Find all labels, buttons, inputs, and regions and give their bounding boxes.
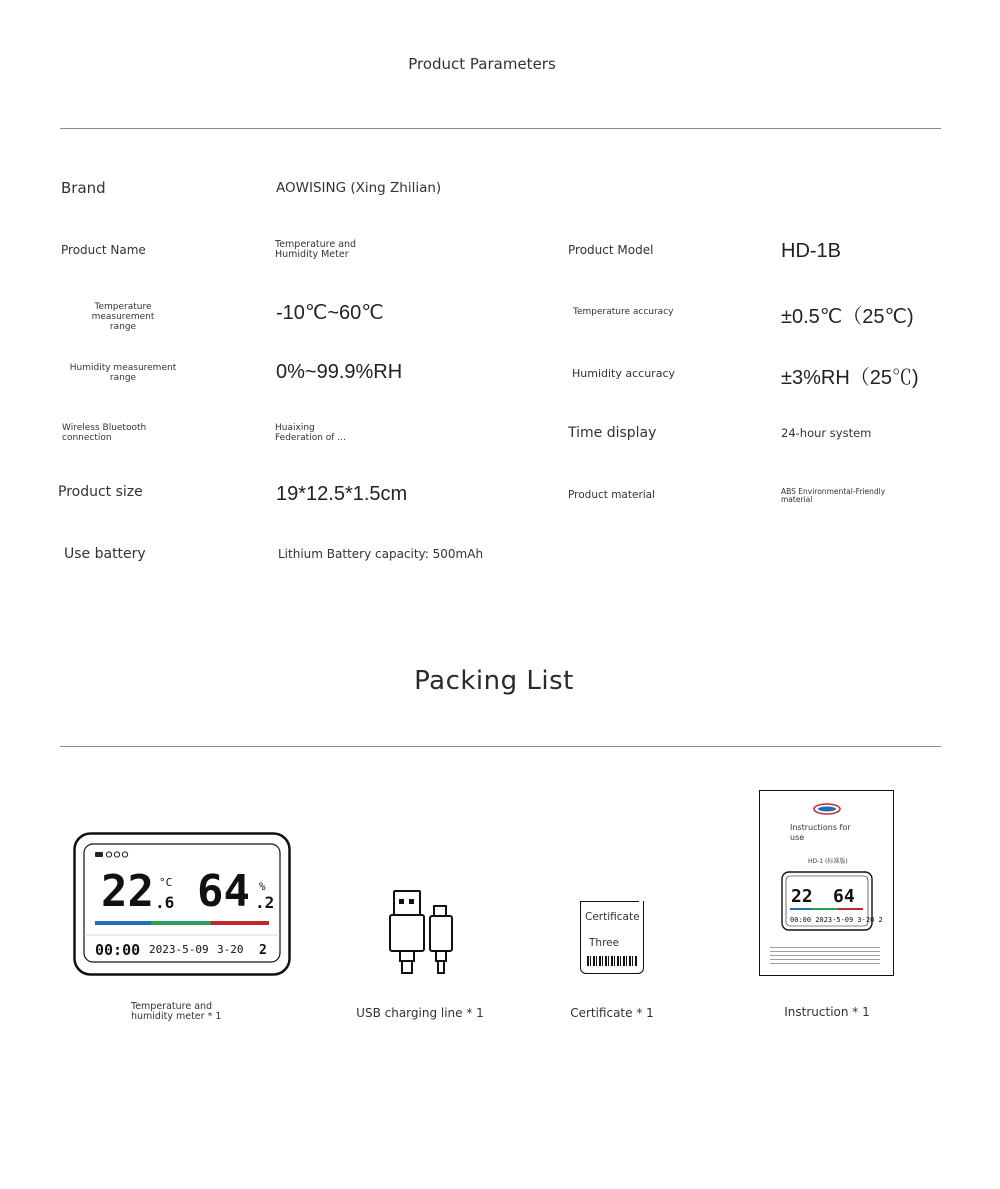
bluetooth-label-line-2: connection	[62, 433, 112, 443]
caption-meter-line-1: Temperature and	[131, 1001, 213, 1012]
display-temperature: 22	[101, 866, 154, 917]
bluetooth-label-line-1: Wireless Bluetooth	[62, 423, 147, 433]
temp-range-value: -10℃~60℃	[276, 302, 384, 324]
humidity-range-label	[62, 363, 184, 383]
product-name-value-line-1: Temperature and	[275, 239, 357, 250]
battery-label: Use battery	[64, 546, 146, 562]
bluetooth-label	[62, 423, 146, 443]
caption-certificate: Certificate * 1	[570, 1006, 654, 1020]
section-title-packing-list: Packing List	[414, 666, 574, 696]
product-name-value-line-2: Humidity Meter	[275, 249, 349, 260]
caption-instruction: Instruction * 1	[784, 1005, 870, 1019]
temp-accuracy-value: ±0.5℃（25℃)	[781, 306, 914, 328]
certificate-barcode	[587, 956, 637, 966]
bluetooth-value-line-2: Federation of ...	[275, 433, 346, 443]
humidity-range-value: 0%~99.9%RH	[276, 361, 403, 383]
booklet-title-line-1: Instructions for	[790, 823, 851, 832]
booklet-title	[790, 823, 851, 843]
comfort-bar-green	[151, 921, 211, 925]
product-material-value-line-1: ABS Environmental-Friendly	[781, 487, 886, 496]
instruction-booklet	[759, 790, 894, 976]
temp-range-label-line-2: range	[109, 322, 137, 332]
temp-accuracy-label: Temperature accuracy	[573, 307, 674, 317]
display-temp-decimal: .6	[155, 893, 175, 912]
display-week: 2	[259, 943, 267, 958]
booklet-model: HD-1 (标准版)	[808, 858, 848, 865]
svg-text:00:00 2023-5-09 3-20 2: 00:00 2023-5-09 3-20 2	[790, 916, 883, 924]
display-lunar: 3-20	[217, 943, 244, 956]
bluetooth-value-line-1: Huaixing	[275, 423, 315, 433]
certificate-card-line-2: Three	[589, 937, 620, 949]
booklet-text-lines	[770, 947, 880, 967]
booklet-title-line-2: use	[790, 833, 805, 842]
time-display-value: 24-hour system	[781, 426, 872, 440]
humidity-range-label-line-2: range	[109, 373, 137, 383]
product-model-label: Product Model	[568, 243, 654, 257]
display-hum-decimal: .2	[255, 893, 275, 912]
caption-usb-cable: USB charging line * 1	[356, 1006, 484, 1020]
product-material-label: Product material	[568, 489, 656, 501]
product-material-value-line-2: material	[781, 495, 813, 504]
brand-value: AOWISING (Xing Zhilian)	[276, 180, 442, 196]
display-time: 00:00	[95, 941, 141, 959]
status-icons	[95, 852, 128, 857]
svg-text:64: 64	[833, 886, 855, 907]
product-material-value	[781, 488, 885, 504]
product-model-value: HD-1B	[781, 240, 842, 262]
certificate-card	[580, 901, 644, 974]
product-name-value	[275, 240, 356, 260]
humidity-accuracy-label: Humidity accuracy	[572, 367, 676, 380]
caption-meter	[131, 1002, 221, 1022]
temp-range-label-line-1: Temperature measurement	[91, 302, 155, 322]
display-humidity: 64	[197, 866, 250, 917]
battery-value: Lithium Battery capacity: 500mAh	[278, 547, 484, 561]
brand-label: Brand	[61, 179, 106, 197]
thermo-hygrometer-image	[73, 832, 291, 976]
divider-top	[60, 128, 941, 129]
divider-packing	[60, 746, 941, 747]
usb-cable-image	[386, 888, 458, 978]
humidity-range-label-line-1: Humidity measurement	[69, 363, 177, 373]
booklet-device-image	[781, 871, 883, 931]
caption-meter-line-2: humidity meter * 1	[131, 1011, 222, 1022]
time-display-label: Time display	[568, 425, 657, 441]
brand-logo-icon	[812, 802, 842, 816]
svg-text:22: 22	[791, 886, 813, 907]
section-title-product-parameters: Product Parameters	[408, 55, 556, 73]
product-name-label: Product Name	[61, 243, 146, 257]
comfort-bar-red	[211, 921, 269, 925]
display-date: 2023-5-09	[149, 943, 209, 956]
humidity-accuracy-value: ±3%RH（25℃)	[781, 367, 919, 389]
display-hum-unit: %	[259, 880, 266, 893]
display-temp-unit: °C	[159, 876, 173, 889]
certificate-card-title: Certificate	[585, 911, 640, 923]
bluetooth-value	[275, 423, 346, 443]
product-size-value: 19*12.5*1.5cm	[276, 483, 408, 505]
temp-range-label	[62, 302, 184, 332]
product-size-label: Product size	[58, 484, 143, 500]
comfort-bar-blue	[95, 921, 151, 925]
